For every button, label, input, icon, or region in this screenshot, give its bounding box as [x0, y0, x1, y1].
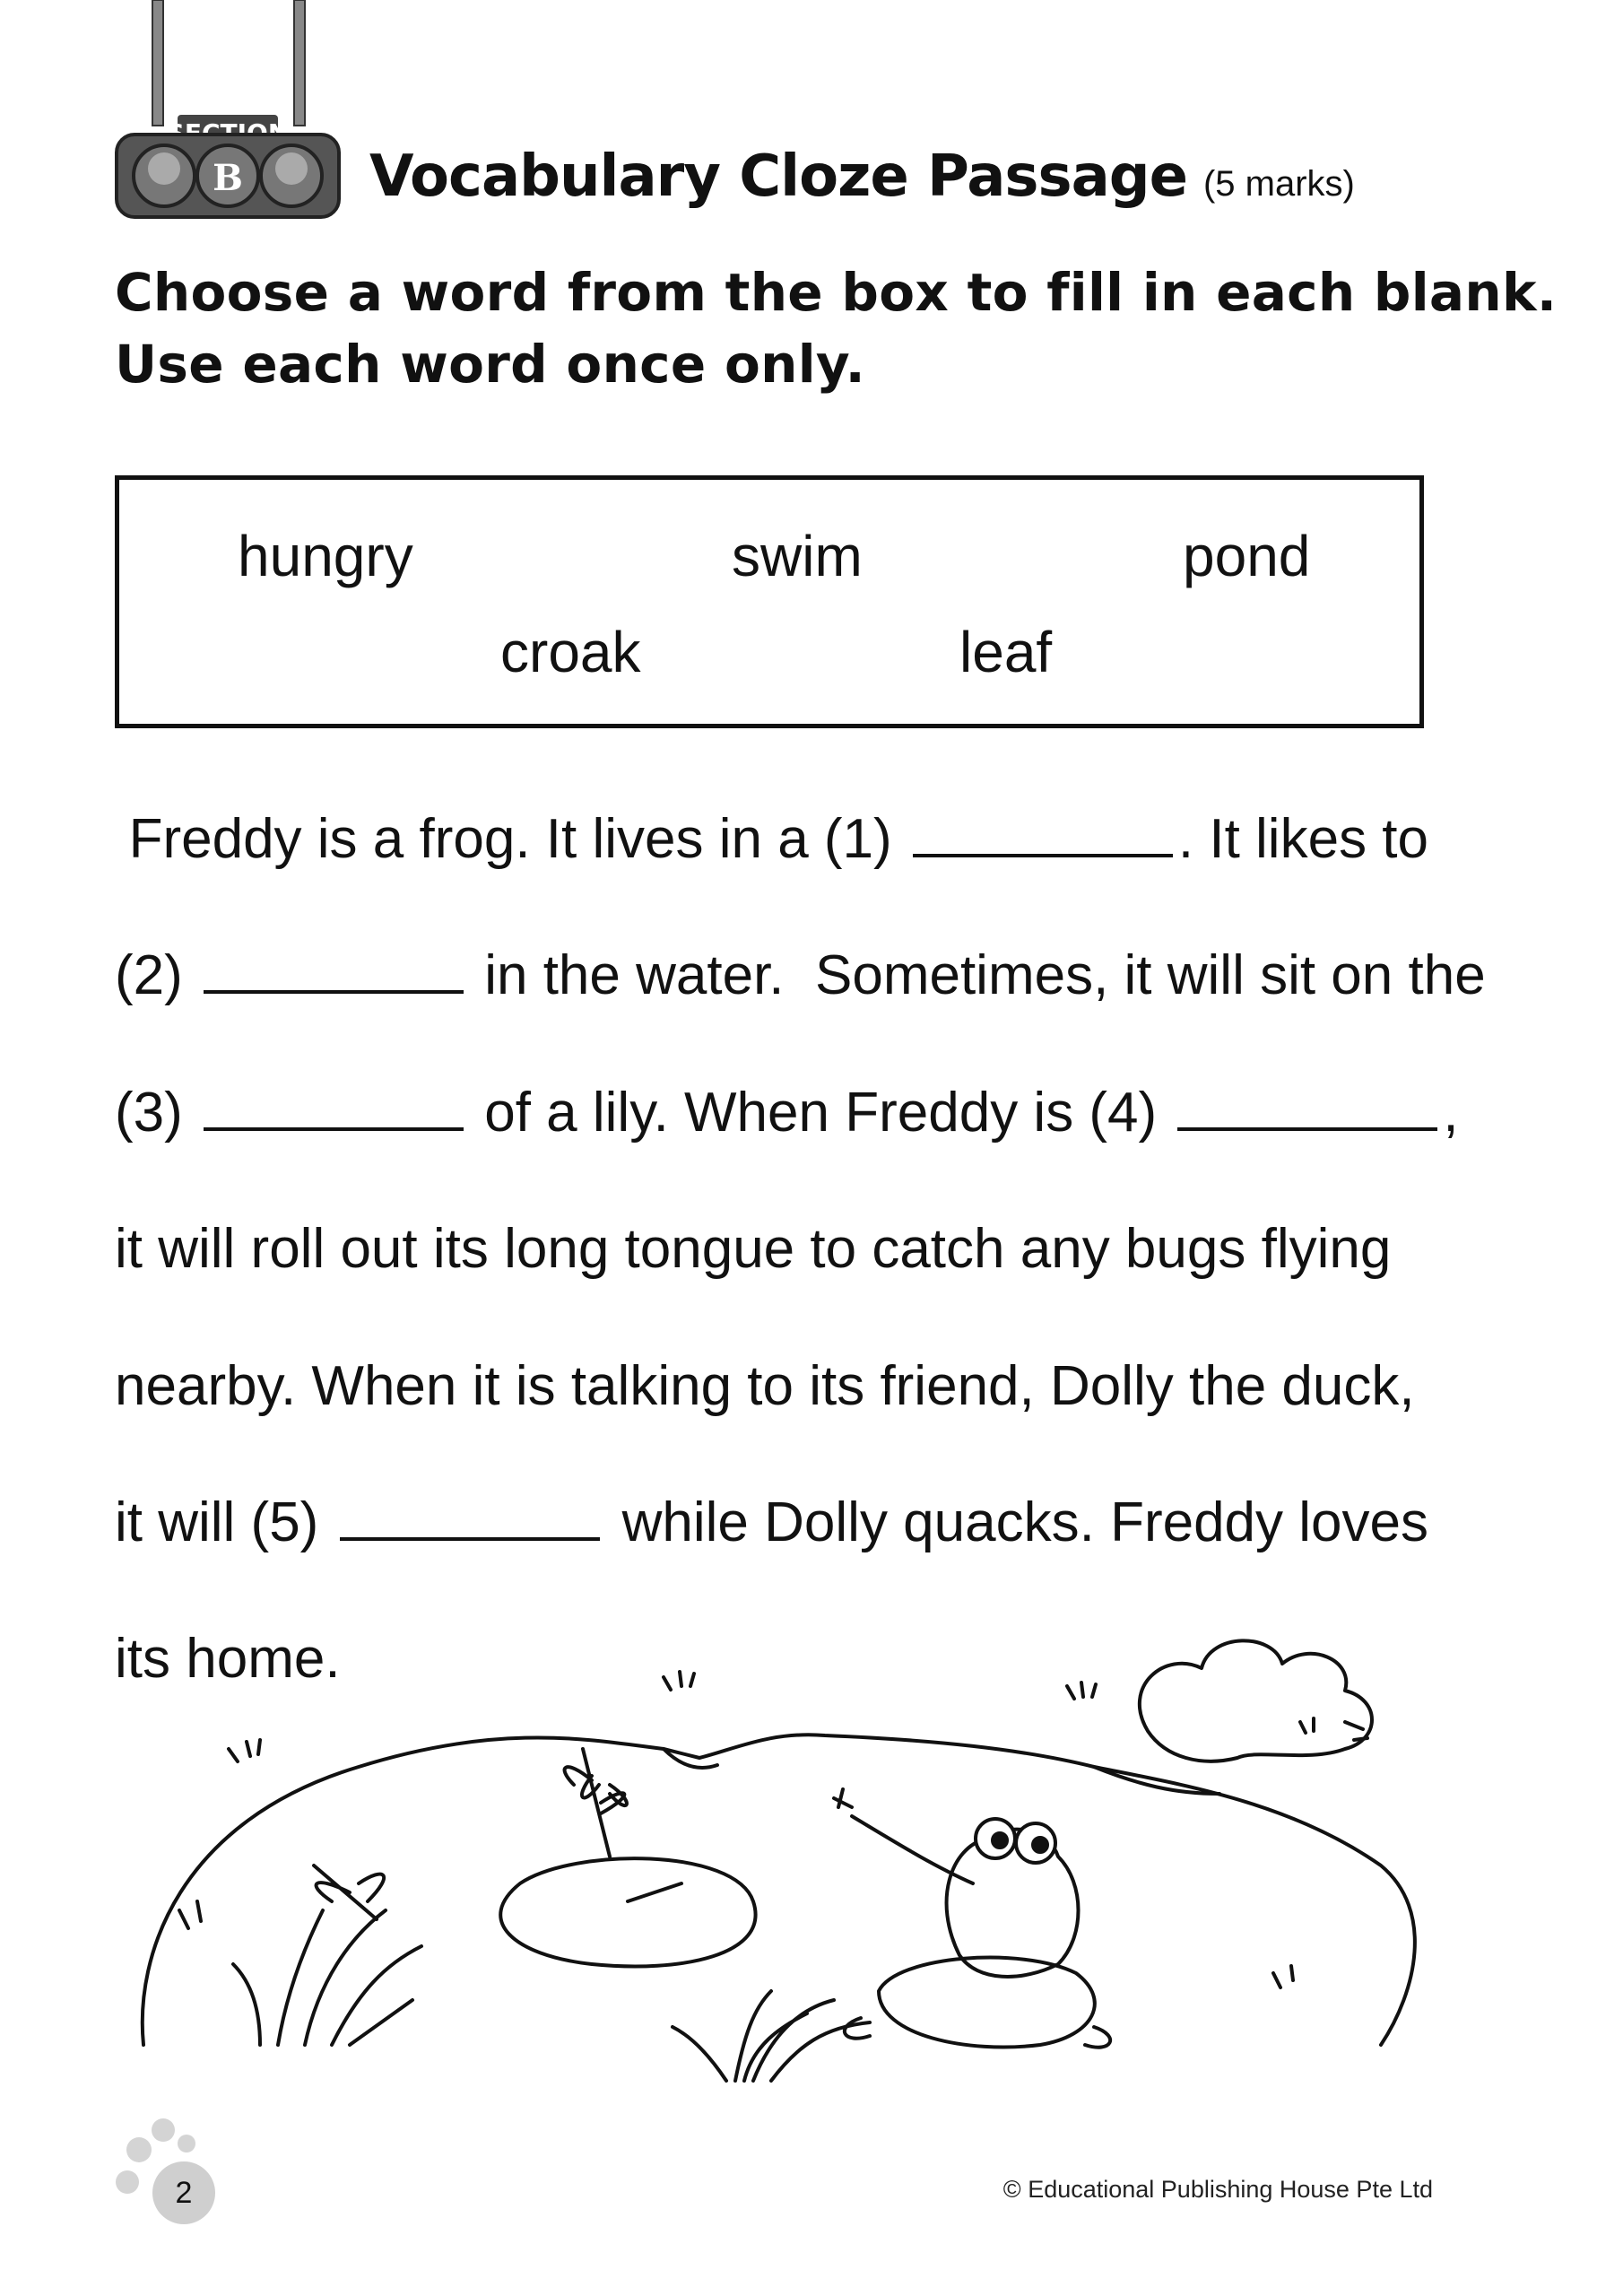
- passage-text: ,: [1443, 1082, 1459, 1144]
- blank-3[interactable]: [204, 1127, 464, 1131]
- instruction-line-2: Use each word once only.: [115, 334, 866, 395]
- page-number: 2: [152, 2161, 215, 2224]
- passage-line-2: [115, 944, 1486, 1015]
- title-main: Vocabulary Cloze Passage: [369, 144, 1187, 210]
- passage-line-1: [115, 807, 1428, 879]
- word-hungry: hungry: [238, 524, 413, 588]
- section-letter: B: [213, 157, 243, 199]
- blank-1[interactable]: [913, 854, 1173, 857]
- blank-5[interactable]: [340, 1537, 600, 1541]
- passage-text: in the water. Sometimes, it will sit on the: [469, 944, 1486, 1006]
- frog-pond-illustration: [126, 1614, 1444, 2099]
- passage-text: (3): [115, 1082, 198, 1144]
- passage-text: (2): [115, 944, 198, 1006]
- passage-text: of a lily. When Freddy is (4): [469, 1082, 1173, 1144]
- passage-text: nearby. When it is talking to its friend, Dolly the duck,: [115, 1355, 1415, 1417]
- word-croak: croak: [500, 620, 641, 684]
- passage-line-4: [115, 1217, 1428, 1289]
- section-badge: [115, 0, 341, 224]
- passage-text: Freddy is a frog. It lives in a (1): [128, 808, 907, 870]
- passage-text: . It likes to: [1177, 808, 1428, 870]
- word-pond: pond: [1183, 524, 1311, 588]
- word-box: [115, 475, 1424, 728]
- passage-line-5: [115, 1354, 1428, 1426]
- passage-line-3: [115, 1081, 1459, 1152]
- word-leaf: leaf: [959, 620, 1053, 684]
- copyright-notice: © Educational Publishing House Pte Ltd: [1002, 2176, 1433, 2203]
- blank-2[interactable]: [204, 990, 464, 994]
- passage-text: it will roll out its long tongue to catch any bugs flying: [115, 1218, 1392, 1280]
- passage-line-6: [115, 1491, 1428, 1562]
- word-swim: swim: [732, 524, 863, 588]
- passage-text: its home.: [115, 1628, 341, 1690]
- blank-4[interactable]: [1177, 1127, 1437, 1131]
- title-marks: (5 marks): [1202, 164, 1355, 204]
- instruction-line-1: Choose a word from the box to fill in each blank.: [115, 262, 1558, 323]
- passage-text: it will (5): [115, 1492, 334, 1553]
- page-title: [369, 144, 1355, 233]
- passage-text: while Dolly quacks. Freddy loves: [606, 1492, 1428, 1553]
